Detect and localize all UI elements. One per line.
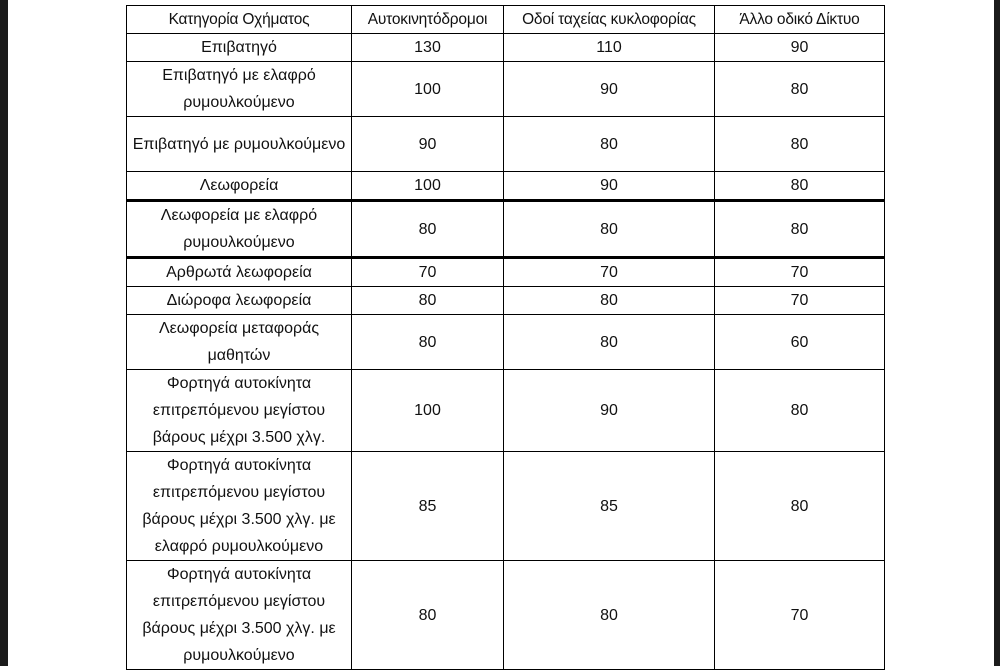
other-road-limit-cell: 70 (715, 258, 885, 287)
expressway-limit-cell: 80 (504, 287, 715, 315)
other-road-limit-cell: 90 (715, 34, 885, 62)
other-road-limit-cell: 80 (715, 452, 885, 561)
expressway-limit-cell: 90 (504, 62, 715, 117)
table-row (127, 370, 885, 452)
other-road-limit-cell: 70 (715, 561, 885, 670)
expressway-limit-cell: 110 (504, 34, 715, 62)
expressway-limit-cell: 70 (504, 258, 715, 287)
other-road-limit-cell: 80 (715, 201, 885, 258)
vehicle-category-cell: Φορτηγά αυτοκίνητα επιτρεπόμενου μεγίστου βάρους μέχρι 3.500 χλγ. (127, 370, 352, 452)
other-road-limit-cell: 80 (715, 117, 885, 172)
motorway-limit-cell: 70 (352, 258, 504, 287)
table-row (127, 62, 885, 117)
table-row (127, 201, 885, 258)
expressway-limit-cell: 90 (504, 172, 715, 201)
other-road-limit-cell: 80 (715, 370, 885, 452)
header-other-roads: Άλλο οδικό Δίκτυο (715, 6, 885, 34)
vehicle-category-cell: Λεωφορεία (127, 172, 352, 201)
table-row (127, 287, 885, 315)
motorway-limit-cell: 100 (352, 370, 504, 452)
expressway-limit-cell: 80 (504, 117, 715, 172)
expressway-limit-cell: 90 (504, 370, 715, 452)
expressway-limit-cell: 80 (504, 315, 715, 370)
vehicle-category-cell: Διώροφα λεωφορεία (127, 287, 352, 315)
other-road-limit-cell: 60 (715, 315, 885, 370)
other-road-limit-cell: 70 (715, 287, 885, 315)
expressway-limit-cell: 80 (504, 201, 715, 258)
vehicle-category-cell: Φορτηγά αυτοκίνητα επιτρεπόμενου μεγίστου βάρους μέχρι 3.500 χλγ. με ελαφρό ρυμουλκούμενο (127, 452, 352, 561)
motorway-limit-cell: 130 (352, 34, 504, 62)
speed-limits-table (126, 5, 885, 670)
table-row (127, 452, 885, 561)
vehicle-category-cell: Επιβατηγό με ρυμουλκούμενο (127, 117, 352, 172)
motorway-limit-cell: 100 (352, 62, 504, 117)
vehicle-category-cell: Φορτηγά αυτοκίνητα επιτρεπόμενου μεγίστου βάρους μέχρι 3.500 χλγ. με ρυμουλκούμενο (127, 561, 352, 670)
other-road-limit-cell: 80 (715, 172, 885, 201)
vehicle-category-cell: Αρθρωτά λεωφορεία (127, 258, 352, 287)
motorway-limit-cell: 80 (352, 201, 504, 258)
table-header-row (127, 6, 885, 34)
table-row (127, 34, 885, 62)
motorway-limit-cell: 85 (352, 452, 504, 561)
table-row (127, 258, 885, 287)
right-frame-bar (994, 0, 1000, 666)
expressway-limit-cell: 85 (504, 452, 715, 561)
vehicle-category-cell: Λεωφορεία με ελαφρό ρυμουλκούμενο (127, 201, 352, 258)
table-row (127, 315, 885, 370)
table-row (127, 172, 885, 201)
motorway-limit-cell: 100 (352, 172, 504, 201)
table-row (127, 117, 885, 172)
motorway-limit-cell: 90 (352, 117, 504, 172)
motorway-limit-cell: 80 (352, 561, 504, 670)
vehicle-category-cell: Λεωφορεία μεταφοράς μαθητών (127, 315, 352, 370)
other-road-limit-cell: 80 (715, 62, 885, 117)
header-expressways: Οδοί ταχείας κυκλοφορίας (504, 6, 715, 34)
expressway-limit-cell: 80 (504, 561, 715, 670)
vehicle-category-cell: Επιβατηγό (127, 34, 352, 62)
vehicle-category-cell: Επιβατηγό με ελαφρό ρυμουλκούμενο (127, 62, 352, 117)
left-frame-bar (0, 0, 8, 666)
table-row (127, 561, 885, 670)
header-vehicle-category: Κατηγορία Οχήματος (127, 6, 352, 34)
motorway-limit-cell: 80 (352, 287, 504, 315)
motorway-limit-cell: 80 (352, 315, 504, 370)
header-motorways: Αυτοκινητόδρομοι (352, 6, 504, 34)
